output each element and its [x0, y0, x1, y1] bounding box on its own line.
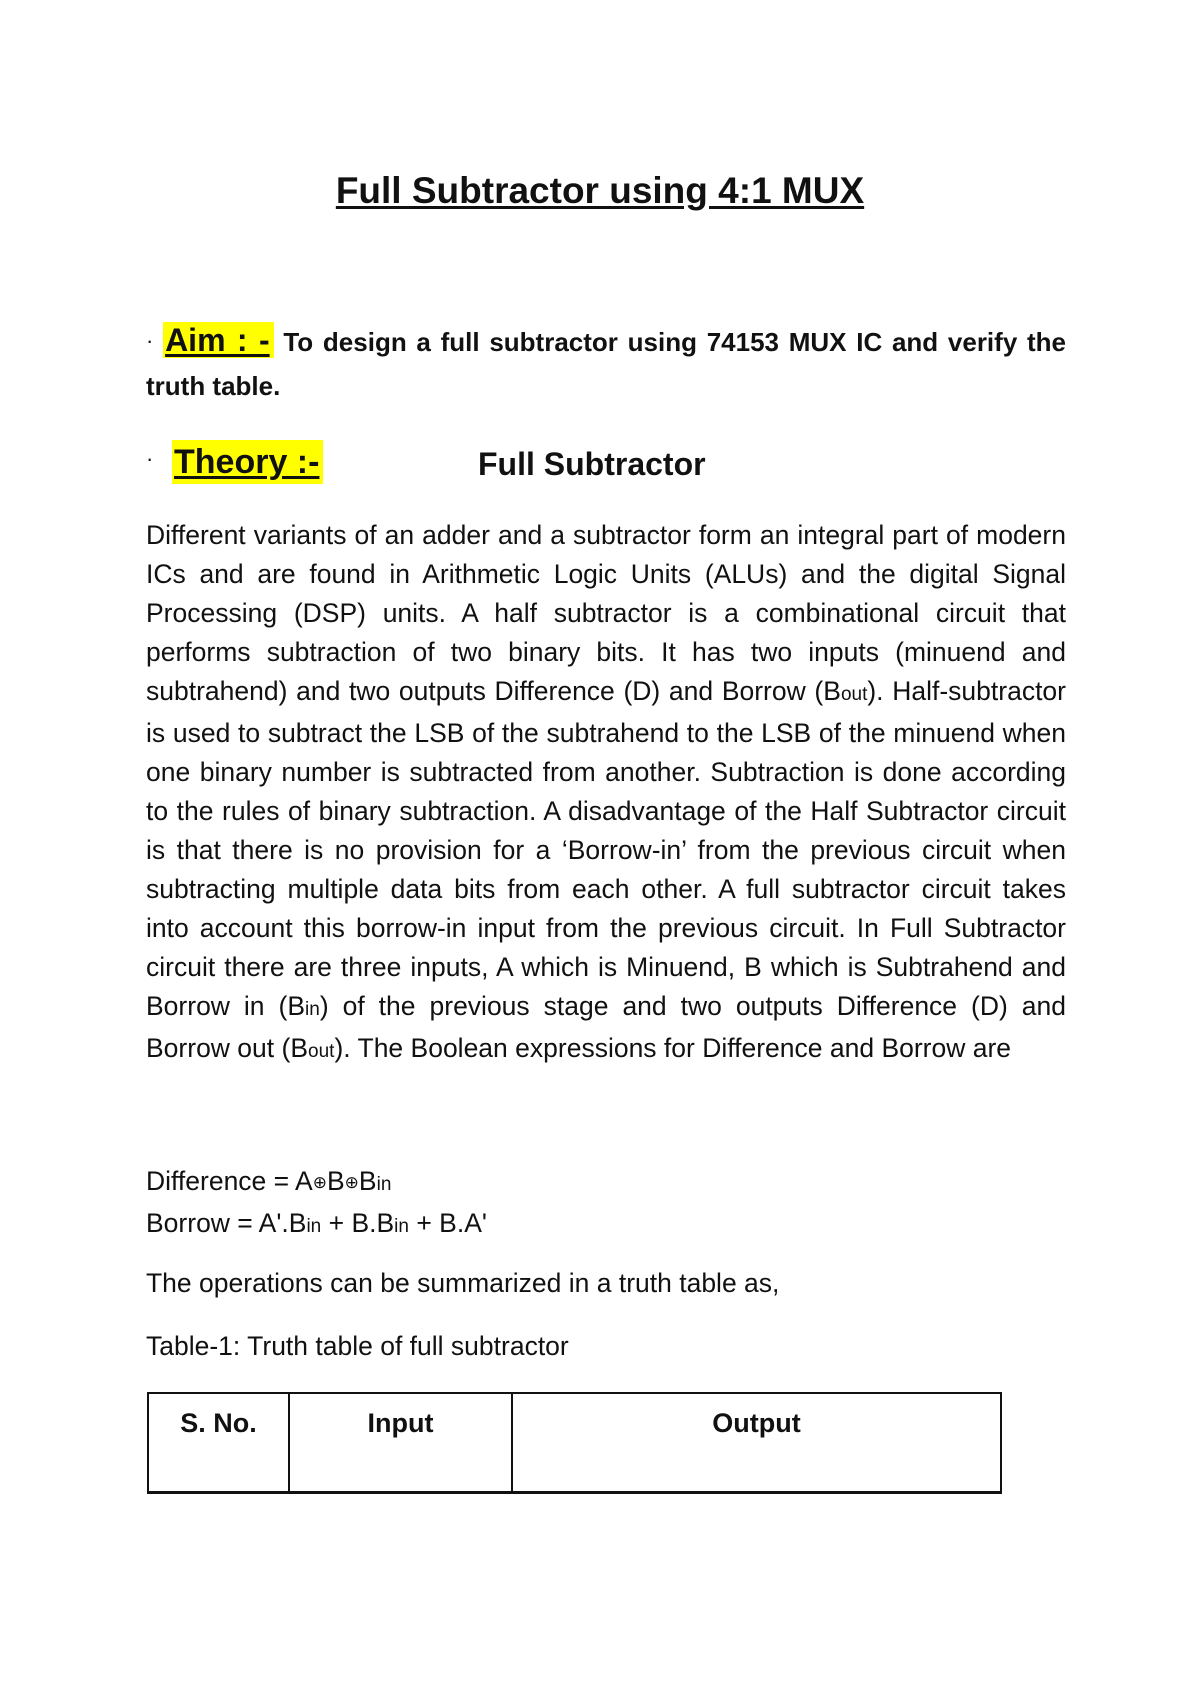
- aim-text: To design a full subtractor using 74153 MUX IC and verify the truth table.: [146, 327, 1067, 401]
- header-sno: S. No.: [148, 1393, 289, 1493]
- theory-text-part: Different variants of an adder and a subtractor form an integral part of modern ICs and are found in Arithmetic Logic Units (ALUs) and the digital Signal Processing (DSP) units. A half subtractor is a combinational circuit that performs subtraction of two binary bits. It has two inputs (minuend and subtrahend) and two outputs Difference (D) and Borrow (B: [146, 520, 1066, 706]
- expression-text: + B.A': [408, 1208, 487, 1238]
- expression-text: B: [326, 1166, 345, 1196]
- subscript: in: [376, 1174, 392, 1195]
- theory-text-part: ) of the previous stage and two outputs Difference (D) and Borrow out (B: [146, 991, 1066, 1063]
- header-output: Output: [512, 1393, 1001, 1493]
- expression-text: B: [358, 1166, 377, 1196]
- truth-table: [147, 1392, 1002, 1494]
- subscript: in: [394, 1216, 409, 1237]
- table-caption: Table-1: Truth table of full subtractor: [146, 1331, 569, 1361]
- theory-subheading: Full Subtractor: [478, 446, 706, 482]
- theory-text-part: ). Half-subtractor is used to subtract the LSB of the subtrahend to the LSB of the minuend when one binary number is subtracted from another. Subtraction is done according to the rules of binary subtraction. A disadvantage of the Half Subtractor circuit is that there is no provision for a ‘Borrow-in’ from the previous circuit when subtracting multiple data bits from each other. A full subtractor circuit takes into account this borrow-in input from the previous circuit. In Full Subtractor circuit there are three inputs, A which is Minuend, B which is Subtrahend and Borrow in (B: [146, 676, 1066, 1021]
- subscript: out: [840, 684, 868, 705]
- theory-text-part: ). The Boolean expressions for Difference and Borrow are: [334, 1033, 1012, 1063]
- theory-paragraph: [146, 516, 1066, 1071]
- aim-bullet: ·: [146, 328, 154, 353]
- boolean-expressions: [146, 1162, 1066, 1246]
- aim-label: Aim : -: [163, 322, 274, 358]
- xor-symbol: ⊕: [344, 1173, 359, 1192]
- header-input: Input: [289, 1393, 512, 1493]
- difference-expression: [146, 1162, 1066, 1204]
- operations-text: The operations can be summarized in a truth table as,: [146, 1268, 780, 1298]
- page-title: Full Subtractor using 4:1 MUX: [335, 170, 865, 211]
- truth-table-header-row: [148, 1393, 1001, 1493]
- subscript: in: [305, 999, 320, 1020]
- theory-heading-row: [146, 440, 1066, 488]
- aim-section: [146, 318, 1066, 408]
- expression-text: + B.B: [321, 1208, 395, 1238]
- xor-symbol: ⊕: [312, 1173, 327, 1192]
- theory-label: Theory :-: [172, 440, 323, 484]
- expression-text: Difference = A: [146, 1166, 313, 1196]
- borrow-expression: [146, 1204, 1066, 1246]
- subscript: in: [306, 1216, 322, 1237]
- theory-bullet: ·: [146, 446, 154, 471]
- subscript: out: [308, 1041, 335, 1062]
- expression-text: Borrow = A'.B: [146, 1208, 307, 1238]
